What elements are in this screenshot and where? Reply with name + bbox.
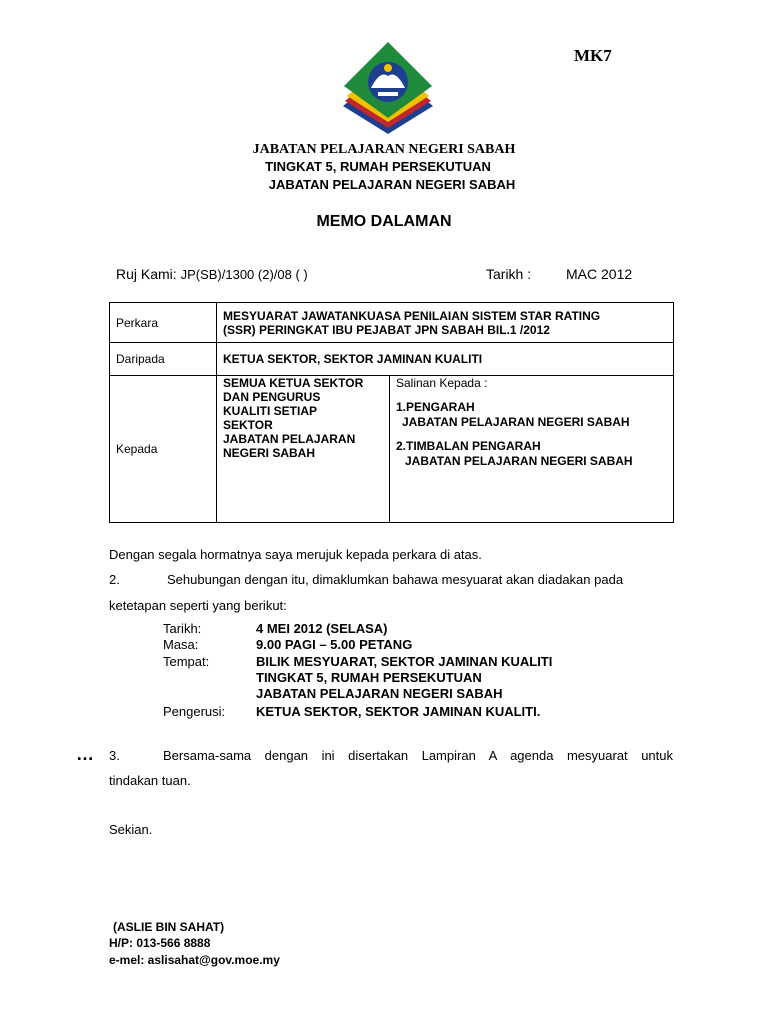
schedule-venue-line-1: BILIK MESYUARAT, SEKTOR JAMINAN KUALITI: [256, 654, 553, 669]
recipient-line: JABATAN PELAJARAN: [223, 432, 356, 446]
schedule-venue-line-2: TINGKAT 5, RUMAH PERSEKUTUAN: [256, 670, 482, 685]
date-label: Tarikh :: [486, 266, 532, 282]
closing-text: Sekian.: [109, 822, 153, 837]
memo-title: MEMO DALAMAN: [316, 213, 452, 230]
copy-to-section: [390, 376, 674, 523]
daripada-label: Daripada: [110, 343, 217, 376]
paragraph-3-text: Bersama-sama dengan ini disertakan Lampiran A agenda mesyuarat untuk: [163, 748, 673, 763]
reference-value: JP(SB)/1300 (2)/08 ( ): [180, 267, 308, 282]
copy-to-title: Salinan Kepada :: [396, 376, 488, 390]
paragraph-3-continuation: tindakan tuan.: [109, 773, 191, 788]
copy-to-1-dept: JABATAN PELAJARAN NEGERI SABAH: [402, 415, 630, 429]
table-row-kepada: [110, 376, 674, 523]
recipient-line: SEMUA KETUA SEKTOR: [223, 376, 364, 390]
reference-number: [116, 266, 308, 282]
jpn-sabah-logo: [338, 40, 438, 134]
signatory-email: e-mel: aslisahat@gov.moe.my: [109, 953, 280, 967]
date-value: MAC 2012: [566, 266, 633, 282]
schedule-date-value: 4 MEI 2012 (SELASA): [256, 621, 388, 636]
paragraph-3-number: 3.: [109, 748, 120, 763]
kepada-recipients: [217, 376, 390, 523]
daripada-value: KETUA SEKTOR, SEKTOR JAMINAN KUALITI: [217, 343, 674, 376]
table-row-perkara: [110, 303, 674, 343]
recipient-line: SEKTOR: [223, 418, 273, 432]
schedule-time-label: Masa:: [163, 637, 199, 652]
paragraph-2-continuation: ketetapan seperti yang berikut:: [109, 598, 287, 613]
margin-mark: …: [76, 744, 94, 764]
schedule-venue-label: Tempat:: [163, 654, 210, 669]
department-name: JABATAN PELAJARAN NEGERI SABAH: [252, 142, 516, 157]
copy-to-1: 1.PENGARAH: [396, 400, 475, 414]
table-row-daripada: [110, 343, 674, 376]
intro-paragraph: Dengan segala hormatnya saya merujuk kepada perkara di atas.: [109, 547, 482, 562]
schedule-venue-line-3: JABATAN PELAJARAN NEGERI SABAH: [256, 686, 503, 701]
kepada-label: Kepada: [110, 376, 217, 523]
schedule-chair-value: KETUA SEKTOR, SEKTOR JAMINAN KUALITI.: [256, 704, 541, 719]
schedule-time-value: 9.00 PAGI – 5.00 PETANG: [256, 637, 413, 652]
recipient-line: KUALITI SETIAP: [223, 404, 318, 418]
address-line-1: TINGKAT 5, RUMAH PERSEKUTUAN: [265, 159, 491, 174]
schedule-date-label: Tarikh:: [163, 621, 202, 636]
paragraph-2-number: 2.: [109, 572, 120, 587]
document-code: MK7: [574, 46, 612, 65]
perkara-label: Perkara: [110, 303, 217, 343]
perkara-line-1: MESYUARAT JAWATANKUASA PENILAIAN SISTEM STAR RATING: [223, 308, 601, 323]
perkara-value: [217, 303, 674, 343]
recipient-line: DAN PENGURUS: [223, 390, 321, 404]
copy-to-2: 2.TIMBALAN PENGARAH: [396, 439, 541, 453]
schedule-chair-label: Pengerusi:: [163, 704, 226, 719]
paragraph-2-text: Sehubungan dengan itu, dimaklumkan bahawa mesyuarat akan diadakan pada: [167, 572, 624, 587]
reference-label: Ruj Kami:: [116, 266, 177, 282]
perkara-line-2: (SSR) PERINGKAT IBU PEJABAT JPN SABAH BIL.1 /2012: [223, 322, 550, 337]
memo-header-table: [109, 302, 674, 523]
signatory-name: (ASLIE BIN SAHAT): [113, 920, 225, 934]
address-line-2: JABATAN PELAJARAN NEGERI SABAH: [268, 177, 516, 192]
signatory-phone: H/P: 013-566 8888: [109, 936, 211, 950]
copy-to-2-dept: JABATAN PELAJARAN NEGERI SABAH: [405, 454, 633, 468]
recipient-line: NEGERI SABAH: [223, 446, 316, 460]
